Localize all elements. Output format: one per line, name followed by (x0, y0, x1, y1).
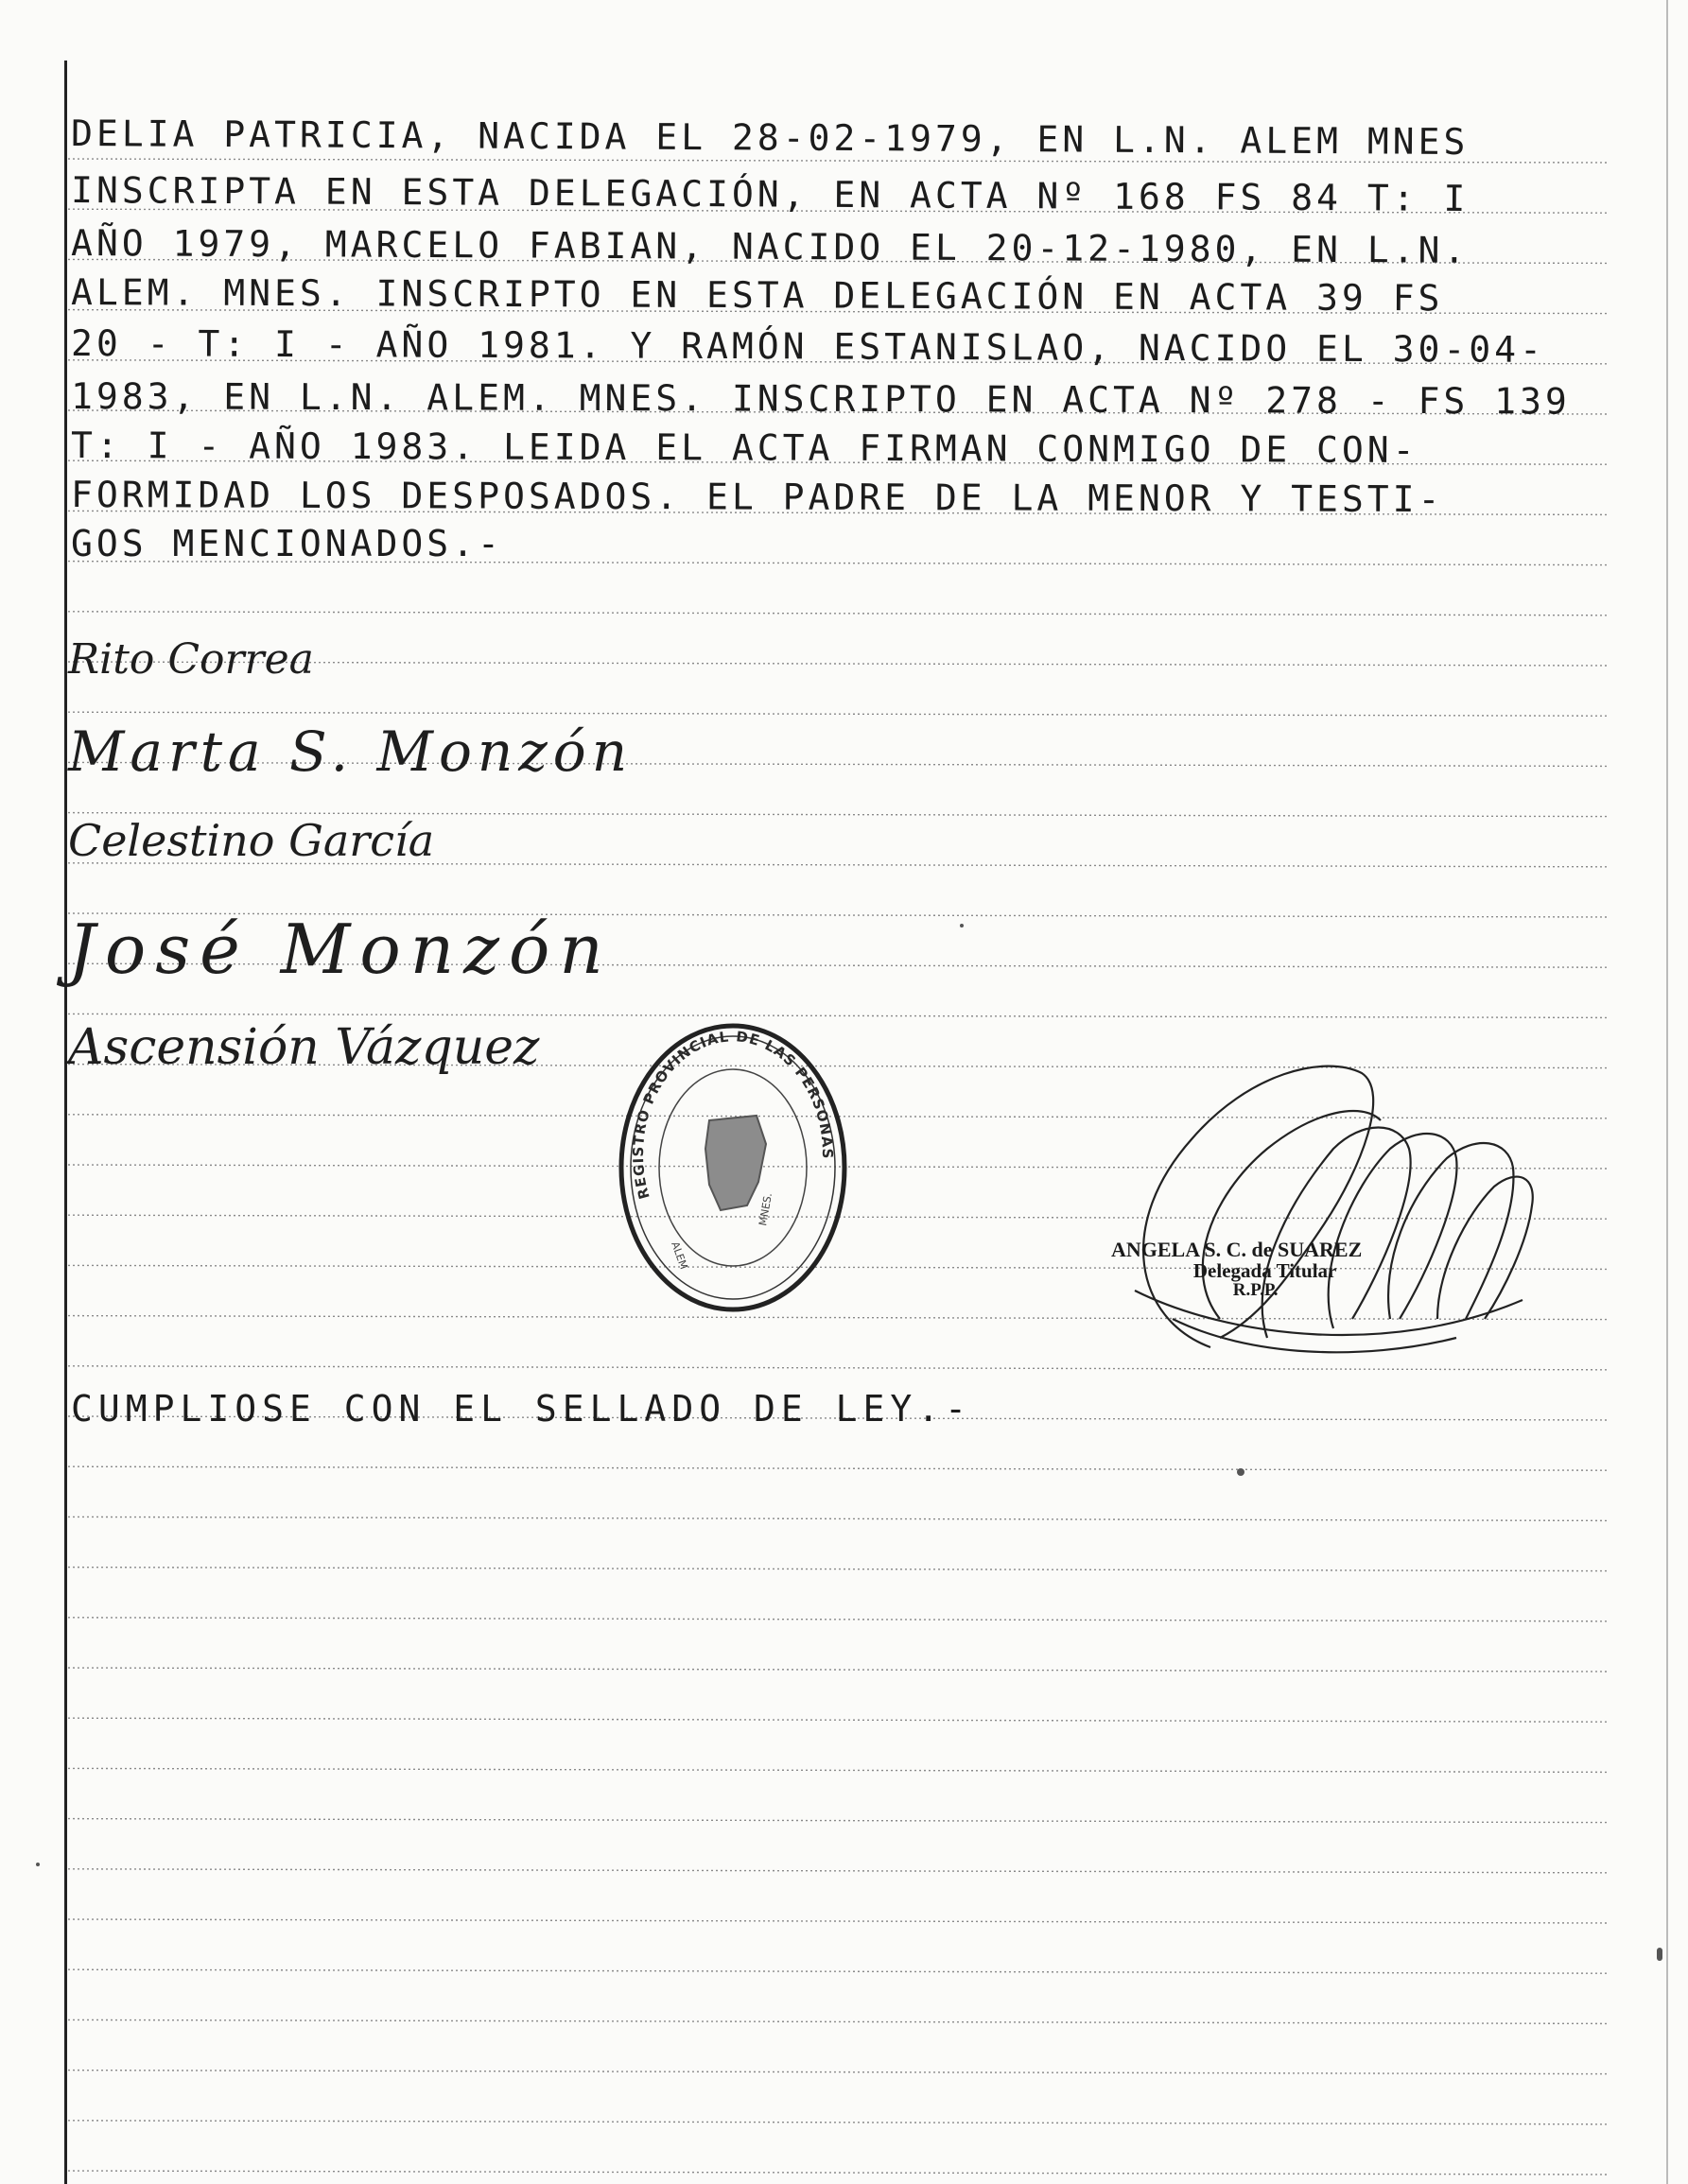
body-line-3: AÑO 1979, MARCELO FABIAN, NACIDO EL 20-12-1980, EN L.N. (70, 222, 1470, 271)
ruled-line (68, 1718, 1608, 1722)
ruled-line (68, 1919, 1608, 1923)
ruled-line (68, 1819, 1608, 1823)
scan-speck (960, 924, 964, 927)
ruled-line (68, 2171, 1608, 2175)
ruled-line (68, 1869, 1608, 1873)
ruled-line (68, 1969, 1608, 1973)
delegate-block (1111, 1239, 1362, 1300)
ruled-line (68, 1568, 1608, 1571)
signature-2: Marta S. Monzón (68, 719, 634, 784)
delegate-signature (1078, 1035, 1551, 1376)
stamp-town: ALEM (669, 1239, 690, 1272)
ruled-line (68, 1768, 1608, 1772)
ruled-line (68, 1466, 1608, 1470)
delegate-title: Delegada Titular (1192, 1259, 1337, 1283)
closing-line: CUMPLIOSE CON EL SELLADO DE LEY.- (71, 1388, 972, 1430)
ruled-line (68, 2121, 1608, 2124)
ruled-line (68, 1618, 1608, 1621)
scan-speck (1657, 1948, 1662, 1961)
signature-3: Celestino García (68, 815, 435, 866)
margin-line (64, 61, 67, 2184)
delegate-name: ANGELA S. C. de SUAREZ (1111, 1238, 1363, 1261)
province-emblem (705, 1116, 766, 1210)
scan-speck (1237, 1468, 1244, 1476)
ruled-line (68, 2019, 1608, 2023)
body-line-9: GOS MENCIONADOS.- (71, 523, 503, 564)
ruled-line (68, 1517, 1608, 1520)
stamp-province: MNES. (757, 1191, 775, 1227)
body-line-7: T: I - AÑO 1983. LEIDA EL ACTA FIRMAN CONMIGO DE CON- (70, 425, 1418, 471)
delegate-org: R.P.P. (1232, 1280, 1279, 1301)
ruled-line (68, 2071, 1608, 2074)
body-line-4: ALEM. MNES. INSCRIPTO EN ESTA DELEGACIÓN EN ACTA 39 FS (70, 271, 1444, 320)
signature-5: Ascensión Vázquez (68, 1019, 540, 1076)
body-line-8: FORMIDAD LOS DESPOSADOS. EL PADRE DE LA MENOR Y TESTI- (70, 474, 1444, 521)
body-line-5: 20 - T: I - AÑO 1981. Y RAMÓN ESTANISLAO, NACIDO EL 30-04- (70, 322, 1546, 371)
ruled-line (68, 612, 1608, 615)
signature-1: Rito Correa (68, 635, 314, 684)
page-edge (1666, 0, 1668, 2184)
body-line-1: DELIA PATRICIA, NACIDA EL 28-02-1979, EN L.N. ALEM MNES (70, 113, 1470, 164)
stamp-arc-text: REGISTRO PROVINCIAL DE LAS PERSONAS (629, 1028, 837, 1202)
body-line-2: INSCRIPTA EN ESTA DELEGACIÓN, EN ACTA Nº 168 FS 84 T: I (70, 169, 1470, 220)
scan-speck (36, 1863, 40, 1866)
signature-4: José Monzón (68, 910, 613, 989)
body-line-6: 1983, EN L.N. ALEM. MNES. INSCRIPTO EN ACTA Nº 278 - FS 139 (70, 375, 1571, 423)
official-stamp (615, 1016, 851, 1319)
ruled-line (68, 1668, 1608, 1672)
ruled-line (68, 712, 1608, 716)
